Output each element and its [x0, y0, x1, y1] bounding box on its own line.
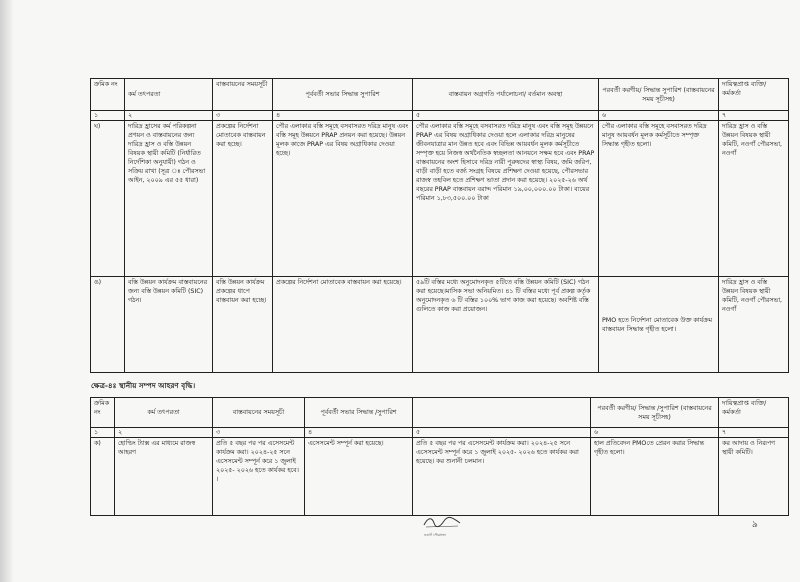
- header-activity: কর্ম তৎপরতা: [125, 79, 213, 111]
- col-number: ৬: [591, 428, 719, 438]
- header-schedule: বাস্তবায়নের সময়সূচী: [213, 398, 305, 428]
- table-row: [91, 121, 789, 277]
- row-schedule: প্রতি ৫ বছর পর পর এসেসমেন্ট কার্যক্রম করা। ২০২৪-২৫ সনে এসেসমেন্ট সম্পূর্ন করে ১ জুলাই ২০২৫- ২০২৬ হতে কার্যকর হবে। ।: [213, 438, 305, 516]
- row-progress: ৫৯টি বস্তির মধ্যে অনুমোদনকৃত ৫টিতে বস্তি উন্নয়ন কমিটি (SIC) গঠন করা হয়েছে।মাসিক সভা অনিয়মিত। ৪১ টি বস্তির মধ্যে পূর্ব প্রকল্প কর্তৃক অনুমোদনকৃত ৬ টি বস্তির ১০০% ভাগ কাজ করা হয়েছে। অবশিষ্ট বস্তি গুলিতে কাজ করা প্রয়োজন।: [413, 277, 599, 373]
- header-schedule: বাস্তবায়নের সময়সূচী: [213, 79, 273, 111]
- row-responsible: কর আদায় ও নিরূপণ স্থায়ী কমিটি।: [719, 438, 789, 516]
- header-previous: পূর্ববর্তী সভার সিদ্ধান্ত সুপারিশ: [273, 79, 413, 111]
- row-progress: প্রতি ৫ বছর পর পর এসেসমেন্ট কার্যক্রম করা। ২০২৪-২৫ সনে এসেসমেন্ট সম্পূর্ন করে ১ জুলাই ২০২৫- ২০২৬ হতে কার্যকর করা হয়েছে। কর শুনানী চলমান।: [413, 438, 591, 516]
- row-previous: এসেসমেন্ট সম্পূর্ন করা হয়েছে।: [305, 438, 413, 516]
- table-header-row: [91, 398, 789, 428]
- row-activity: দারিদ্র হ্রাসের কর্ম পরিকল্পনা প্রণয়ন ও বাস্তবায়নের জন্য দারিদ্র হ্রাস ও বস্তি উন্নয়ন বিষয়ক স্থায়ী কমিটি (নির্ধারিত নির্দেশিকা অনুযায়ী) গঠন ও সক্রিয় রাখা (সূত্র ঃ পৌরসভা আইন, ২০০৯ এর ৫৫ ধারা): [125, 121, 213, 277]
- section-title: ক্ষেত্র-৪ঃ স্থানীয় সম্পদ আহরণ বৃদ্ধি।: [91, 381, 196, 390]
- progress-table-2: [90, 397, 789, 516]
- header-activity: কর্ম তৎপরতা: [115, 398, 213, 428]
- row-activity: বস্তি উন্নয়ন কার্যক্রম বাস্তবায়নের জন্য বস্তি উন্নয়ন কমিটি (SIC) গঠন।: [125, 277, 213, 373]
- row-schedule: প্রকল্পের নির্দেশনা মোতাবেক বাস্তবায়ন করা হচ্ছে।: [213, 121, 273, 277]
- col-number: ১: [91, 428, 115, 438]
- row-next: হাল প্রতিবেদন PMOতে প্রেরন করার সিদ্ধান্ত গৃহীত হলো।: [591, 438, 719, 516]
- header-responsible: দায়িত্বপ্রাপ্ত ব্যক্তি/ কর্মকর্তা: [719, 398, 789, 428]
- table-row: [91, 277, 789, 373]
- row-schedule: বস্তি উন্নয়ন কার্যক্রম প্রকল্পের ধাপে বাস্তবায়ন করা হচ্ছে।: [213, 277, 273, 373]
- col-number: ৪: [305, 428, 413, 438]
- row-progress: পৌর এলাকার বস্তি সমূহে বসবাসরত দরিদ্র মানুষ এবং বস্তি সমূহ উন্নয়নে PRAP এর বিষয় অগ্রাধিকার দেওয়া হলে এলাকার দরিদ্র মানুষের জীবনযাত্রার মান উন্নত হবে এবং বিভিন্ন আয়বর্ধন মূলক কর্মসূচীতে সম্পৃক্ত হয়ে নিজস্ব অর্থনৈতিক স্বচ্ছলতা আনয়নে সক্ষম হবে এবং PRAP বাস্তবায়নের অংশ হিসাবে দরিদ্র নারী পুরুষদের স্বাস্থ্য বিষয়, জমি জরিপ, বাড়ী বাড়ী হতে বর্জ্য সংগ্রহ বিষয়ে প্রশিক্ষণ দেওয়া হয়েছে, পৌরসভার রাজস্ব তহবিল হতে প্রশিক্ষণ ভাতা প্রদান করা হয়েছে। ২০২৫-২৬ অর্থ বছরের PRAP বাস্তবায়ন বরাদ্দ পরিমান ১৯,০০,০০০.০০ টাকা। ব্যয়ের পরিমান ১,৮৩,৫০০.০০ টাকা: [413, 121, 599, 277]
- col-number: ৫: [413, 111, 599, 121]
- row-previous: প্রকল্পের নির্দেশনা মোতাবেক বাস্তবায়ন করা হয়েছে।: [273, 277, 413, 373]
- scan-edge-shadow: [0, 0, 14, 582]
- row-serial: ক): [91, 438, 115, 516]
- header-previous: পূর্ববর্তী সভার সিদ্ধান্ত /সুপারিশ: [305, 398, 413, 428]
- row-next: পৌর এলাকার বস্তি সমূহে বসবাসরত দরিদ্র মানুষ আয়বর্ধন মূলক কর্মসূচীতে সম্পৃক্ত সিদ্ধান্ত গৃহীত হলো।: [599, 121, 719, 277]
- row-activity: হোল্ডিং ট্যাক্স এর মাধ্যমে রাজস্ব আহরণ: [115, 438, 213, 516]
- col-number: ৭: [719, 428, 789, 438]
- col-number: ৪: [273, 111, 413, 121]
- col-number: ২: [115, 428, 213, 438]
- header-next: পরবর্তী করণীয়/ সিদ্ধান্ত সুপারিশ (বাস্তবায়নের সময় সূচীসহ): [599, 79, 719, 111]
- row-responsible: দারিদ্র হ্রাস ও বস্তি উন্নয়ন বিষয়ক স্থায়ী কমিটি, নওগাঁ পৌরসভা, নওগাঁ: [719, 277, 789, 373]
- row-previous: পৌর এলাকার বস্তি সমূহে বসবাসরত দরিদ্র মানুষ এবং বস্তি সমূহ উন্নয়নে PRAP প্রনয়ন করা হয়েছে। উন্নয়ন মূলক কাজে PRAP এর বিষয় অগ্রাধিকার দেওয়া হচ্ছে।: [273, 121, 413, 277]
- signature-caption: নওগাঁ পৌরসভা: [424, 533, 446, 537]
- header-progress: [413, 398, 591, 428]
- table-row: [91, 438, 789, 516]
- header-next: পরবর্তী করণীয়/ সিদ্ধান্ত /সুপারিশ (বাস্তবায়নের সময় সূচীসহ): [591, 398, 719, 428]
- header-serial: ক্রমিক নং: [91, 398, 115, 428]
- col-number: ২: [125, 111, 213, 121]
- col-number: ৩: [213, 111, 273, 121]
- page-number: ৯: [752, 520, 758, 530]
- row-serial: ঘ): [91, 121, 125, 277]
- col-number: ৩: [213, 428, 305, 438]
- column-number-row: [91, 428, 789, 438]
- progress-table-1: [90, 78, 789, 373]
- col-number: ১: [91, 111, 125, 121]
- column-number-row: [91, 111, 789, 121]
- row-next: PMO হতে নির্দেশনা মোতাবেক উক্ত কার্যক্রম বাস্তবায়ন সিদ্ধান্ত গৃহীত হলো।: [599, 277, 719, 373]
- row-responsible: দারিদ্র হ্রাস ও বস্তি উন্নয়ন বিষয়ক স্থায়ী কমিটি, নওগাঁ পৌরসভা, নওগাঁ: [719, 121, 789, 277]
- signature-scribble: [422, 515, 462, 529]
- table-header-row: [91, 79, 789, 111]
- col-number: ৬: [599, 111, 719, 121]
- col-number: ৭: [719, 111, 789, 121]
- header-progress: বাস্তবায়ন অগ্রগতি পর্যালোচনা/ বর্তমান অবস্থা: [413, 79, 599, 111]
- header-responsible: দায়িত্বপ্রাপ্ত ব্যক্তি/ কর্মকর্তা: [719, 79, 789, 111]
- header-serial: ক্রমিক নং: [91, 79, 125, 111]
- row-serial: ঙ): [91, 277, 125, 373]
- col-number: ৫: [413, 428, 591, 438]
